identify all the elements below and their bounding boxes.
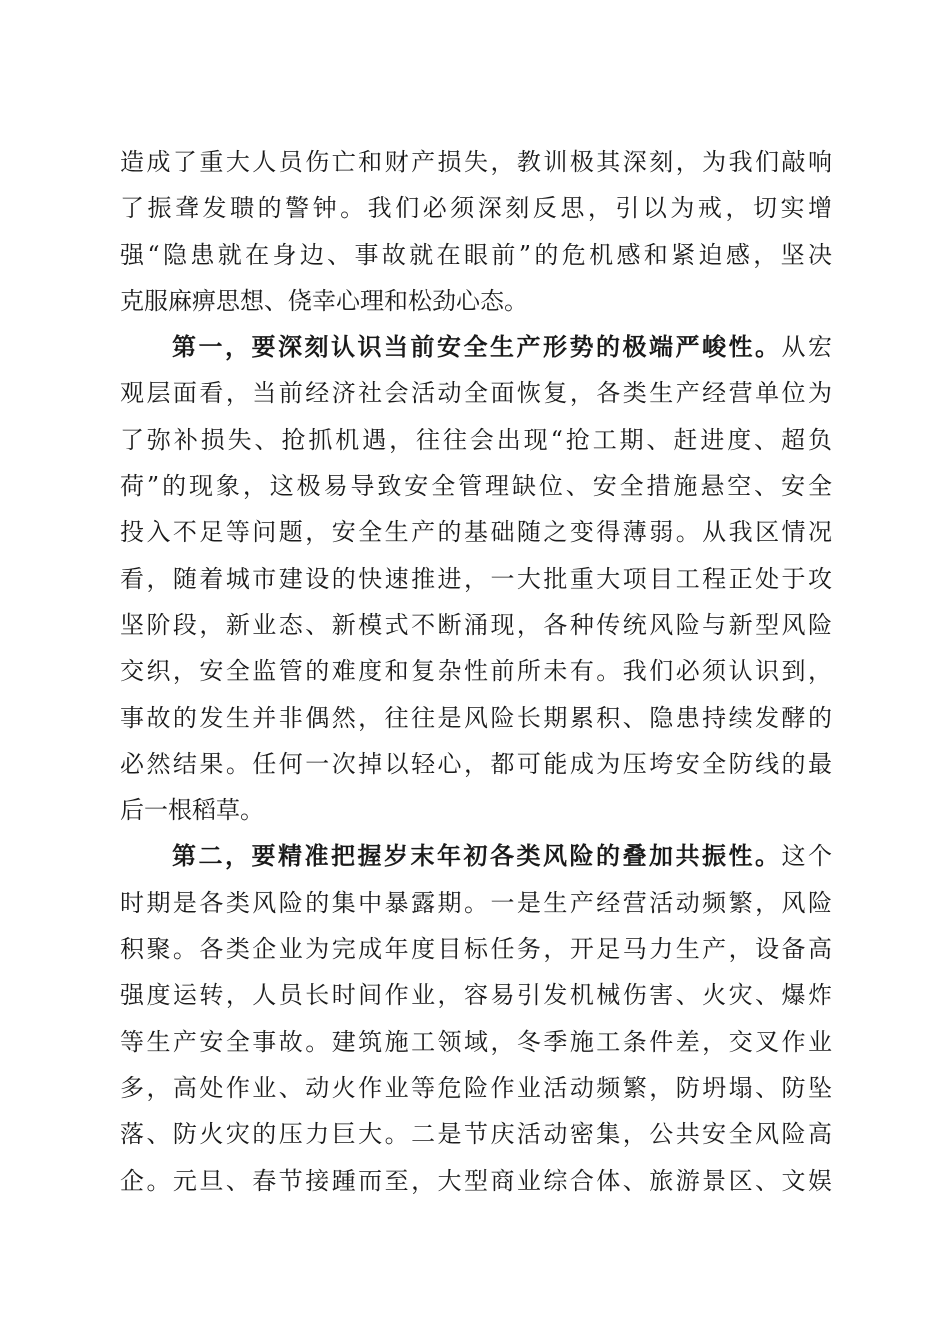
body-text <box>120 139 832 1204</box>
text-line: 强度运转，人员长时间作业，容易引发机械伤害、火灾、爆炸 <box>120 981 832 1010</box>
text-line: 企。元旦、春节接踵而至，大型商业综合体、旅游景区、文娱 <box>120 1166 832 1195</box>
section-2-first-line <box>120 833 832 879</box>
section-1-first-line <box>120 324 832 370</box>
text-line: 了弥补损失、抢抓机遇，往往会出现“抢工期、赶进度、超负 <box>120 425 832 454</box>
text-line: 必然结果。任何一次掉以轻心，都可能成为压垮安全防线的最 <box>120 749 832 778</box>
text-line: 事故的发生并非偶然，往往是风险长期累积、隐患持续发酵的 <box>120 703 832 732</box>
text-line: 荷”的现象，这极易导致安全管理缺位、安全措施悬空、安全 <box>120 472 832 501</box>
text-line: 时期是各类风险的集中暴露期。一是生产经营活动频繁，风险 <box>120 888 832 917</box>
text-line: 等生产安全事故。建筑施工领域，冬季施工条件差，交叉作业 <box>120 1027 832 1056</box>
text-line: 交织，安全监管的难度和复杂性前所未有。我们必须认识到， <box>120 657 832 686</box>
text-line: 造成了重大人员伤亡和财产损失，教训极其深刻，为我们敲响 <box>120 148 832 176</box>
section-2-first-rest: 这个 <box>781 842 832 871</box>
text-line: 坚阶段，新业态、新模式不断涌现，各种传统风险与新型风险 <box>120 610 832 639</box>
text-line: 投入不足等问题，安全生产的基础随之变得薄弱。从我区情况 <box>120 518 832 547</box>
text-line: 后一根稻草。 <box>120 796 264 825</box>
section-1-first-rest: 从宏 <box>781 333 832 362</box>
section-2-heading: 第二，要精准把握岁末年初各类风险的叠加共振性。 <box>172 841 782 871</box>
text-line: 多，高处作业、动火作业等危险作业活动频繁，防坍塌、防坠 <box>120 1073 832 1102</box>
text-line: 强“隐患就在身边、事故就在眼前”的危机感和紧迫感，坚决 <box>120 240 832 269</box>
text-line: 了振聋发聩的警钟。我们必须深刻反思，引以为戒，切实增 <box>120 194 832 223</box>
section-1-heading: 第一，要深刻认识当前安全生产形势的极端严峻性。 <box>172 332 782 362</box>
text-line: 看，随着城市建设的快速推进，一大批重大项目工程正处于攻 <box>120 564 832 593</box>
text-line: 克服麻痹思想、侥幸心理和松劲心态。 <box>120 286 528 315</box>
text-line: 落、防火灾的压力巨大。二是节庆活动密集，公共安全风险高 <box>120 1120 832 1149</box>
text-line: 积聚。各类企业为完成年度目标任务，开足马力生产，设备高 <box>120 935 832 964</box>
text-line: 观层面看，当前经济社会活动全面恢复，各类生产经营单位为 <box>120 379 832 408</box>
